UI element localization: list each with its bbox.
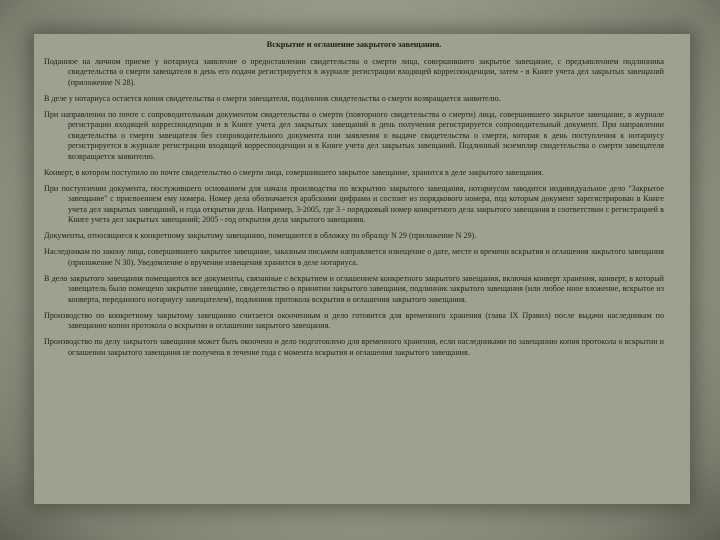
document-body [44,40,664,364]
paragraph-2: В деле у нотариуса остается копия свидетельства о смерти завещателя, подлинник свидетельства о смерти возвращается заявителю. [44,93,501,103]
paragraph-1: Поданное на личном приеме у нотариуса заявление о предоставлении свидетельства о смерти лица, совершившего закрытое завещание, с предъявлением подлинника свидетельства о смерти завещателя в день его подачи регистрируется в журнале регистрации входящей корреспонденции, затем - в Книге учета дел закрытых завещаний (приложение N 28). [44,56,664,87]
paragraph-4: Конверт, в котором поступило по почте свидетельство о смерти лица, совершившего закрытое завещание, хранится в деле закрытого завещания. [44,167,544,177]
paragraph-9: Производство по конкретному закрытому завещанию считается оконченным и дело готовится для временного хранения (глава IX Правил) после выдачи наследникам по завещанию копии протокола о вскрытии и оглашении закрытого завещания. [44,310,664,330]
paragraph-7: Наследникам по закону лица, совершившего закрытое завещание, заказным письмом направляется извещение о дате, месте и времени вскрытия и оглашения закрытого завещания (приложение N 30). Уведомление о вручении извещения хранится в деле нотариуса. [44,247,664,267]
paragraph-8: В дело закрытого завещания помещаются все документы, связанные с вскрытием и оглашением конкретного закрытого завещания, включая конверт хранения, конверт, в который завещатель было помещено закрытое завещание, свидетельство о принятии закрытого завещания, подлинник закрытого завещания (или любое иное вложение, вскрытое из конверта, переданного нотариусу завещателем), подлинник протокола вскрытия и оглашения закрытого завещания. [44,273,664,304]
paragraph-5: При поступлении документа, послужившего основанием для начала производства по вскрытию закрытого завещания, нотариусом заводится индивидуальное дело "Закрытое завещание" с присвоением ему номера. Номер дела обозначается арабскими цифрами и состоит из порядкового номера, под которым документ зарегистрирован в Книге учета дел закрытых завещаний, и года открытия дела. Например, 3-2005, где 3 - порядковый номер конкретного дела закрытого завещания в соответствии с регистрацией в Книге учета дел закрытых завещаний; 2005 - год открытия дела закрытого завещания. [44,183,664,224]
paragraph-6: Документы, относящиеся к конкретному закрытому завещанию, помещаются в обложку по образцу N 29 (приложение N 29). [44,231,477,240]
document-title: Вскрытие и оглашение закрытого завещания. [266,40,442,49]
paragraph-10: Производство по делу закрытого завещания может быть окончено и дело подготовлено для временного хранения, если наследниками по завещанию копия протокола о вскрытии и оглашении закрытого завещания не получена в течение года с момента вскрытия и оглашения закрытого завещания. [44,337,664,357]
paragraph-3: При направлении по почте с сопроводительным документом свидетельства о смерти (повторного свидетельства о смерти) лица, совершившего закрытое завещание, в журнале регистрации входящей корреспонденции и в Книге учета дел закрытых завещаний в день получения регистрируется сопроводительный документ. При направлении свидетельства о смерти завещателя без сопроводительного документа или заявления о выдаче свидетельства о смерти, которая в день поступления к нотариусу регистрируется в журнале регистрации входящей корреспонденции и в Книге учета дел закрытых завещаний. Подлинный экземпляр свидетельства о смерти завещателя возвращается заявителю. [44,109,664,161]
